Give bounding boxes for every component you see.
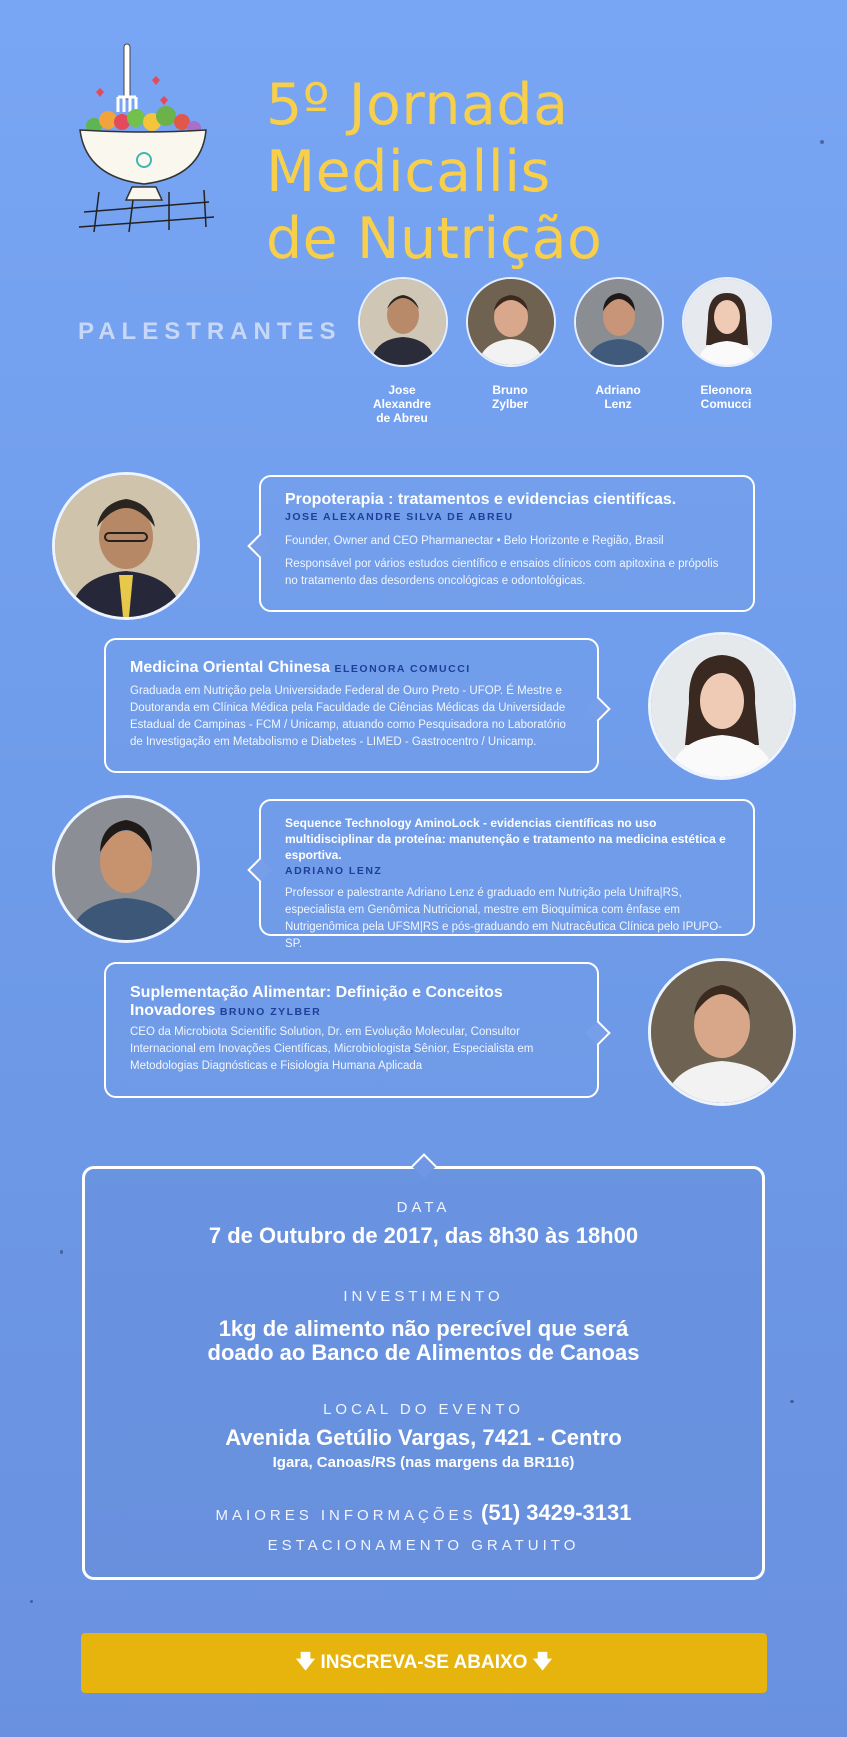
location-subtitle: Igara, Canoas/RS (nas margens da BR116) bbox=[272, 1454, 575, 1471]
speaker-bio: Graduada em Nutrição pela Universidade Federal de Ouro Preto - UFOP. É Mestre e Doutoranda em Clínica Médica pela Faculdade de Ciências Médicas da Universidade Estadual de Campinas - FCM / Unicamp, atuando como Pesquisadora no Laboratório de Investigação em Metabolismo e Diabetes - LIMED - Gastrocentro / Unicamp. bbox=[130, 685, 566, 748]
speaker-name: de Abreu bbox=[376, 411, 428, 425]
speaker-name: ELEONORA COMUCCI bbox=[334, 663, 471, 675]
event-info-box bbox=[82, 1166, 765, 1580]
title-line-1: 5º Jornada Medicallis bbox=[266, 72, 569, 205]
speaker-bio: Founder, Owner and CEO Pharmanectar • Belo Horizonte e Região, Brasil bbox=[285, 535, 664, 547]
parking-note: ESTACIONAMENTO GRATUITO bbox=[267, 1537, 580, 1554]
investment-value: 1kg de alimento não perecível que será bbox=[218, 1316, 629, 1341]
speaker-name: Comucci bbox=[700, 397, 752, 411]
speaker-thumb-bruno[interactable] bbox=[466, 277, 554, 411]
avatar bbox=[358, 277, 448, 367]
location-label: LOCAL DO EVENTO bbox=[323, 1401, 524, 1418]
speaker-name: Zylber bbox=[491, 397, 528, 411]
location-value: Avenida Getúlio Vargas, 7421 - Centro bbox=[225, 1425, 622, 1450]
talk-title: Propoterapia : tratamentos e evidencias cientifícas. bbox=[285, 491, 677, 508]
speaker-thumb-adriano[interactable] bbox=[574, 277, 662, 411]
talk-title: Medicina Oriental Chinesa bbox=[130, 659, 331, 676]
investment-label: INVESTIMENTO bbox=[343, 1288, 504, 1305]
speaker-photo-eleonora bbox=[648, 632, 796, 780]
speaker-name: Bruno bbox=[492, 383, 528, 397]
speaker-photo-bruno bbox=[648, 958, 796, 1106]
speaker-thumb-eleonora[interactable] bbox=[682, 277, 770, 411]
talk-card-4 bbox=[104, 962, 599, 1098]
avatar bbox=[574, 277, 664, 367]
talk-title: Suplementação Alimentar: Definição e Conceitos Inovadores bbox=[130, 984, 503, 1019]
avatar bbox=[682, 277, 772, 367]
speaker-bio: Professor e palestrante Adriano Lenz é graduado em Nutrição pela Unifra|RS, especialista em Genômica Nutricional, mestre em Bioquímica com ênfase em Nutrigenômica pela UFSM|RS e pós-graduando em Nutracêutica Clínica pelo IPUPO-SP. bbox=[285, 887, 722, 950]
talk-title: Sequence Technology AminoLock - evidencias científicas no uso multidisciplinar da proteína: manutenção e tratamento na medicina estética e esportiva. bbox=[285, 816, 726, 862]
talk-card-3 bbox=[259, 799, 755, 950]
speaker-bio: CEO da Microbiota Scientific Solution, Dr. em Evolução Molecular, Consultor Internacional em Inovações Científicas, Microbiologista Sênior, Especialista em Metodologias Diagnósticas e Fisiologia Humana Aplicada bbox=[130, 1026, 534, 1072]
investment-value: doado ao Banco de Alimentos de Canoas bbox=[207, 1340, 640, 1365]
title-line-2: de Nutrição bbox=[266, 206, 603, 272]
arrow-down-icon: 🡇 bbox=[532, 1652, 553, 1673]
speaker-name: JOSE ALEXANDRE SILVA DE ABREU bbox=[285, 511, 514, 523]
arrow-down-icon: 🡇 bbox=[295, 1652, 316, 1673]
speaker-name: ADRIANO LENZ bbox=[285, 865, 383, 877]
date-label: DATA bbox=[396, 1199, 451, 1216]
palestrantes-label: PALESTRANTES bbox=[78, 318, 342, 345]
more-info-label: MAIORES INFORMAÇÕES bbox=[215, 1507, 477, 1524]
talk-card-2 bbox=[104, 638, 599, 773]
speaker-bio: Responsável por vários estudos científico e ensaios clínicos com apitoxina e própolis no tratamento das desordens oncológicas e odontológicas. bbox=[285, 558, 719, 587]
signup-button[interactable] bbox=[81, 1633, 767, 1693]
signup-label: INSCREVA-SE ABAIXO bbox=[320, 1652, 528, 1673]
avatar bbox=[466, 277, 556, 367]
phone-number[interactable]: (51) 3429-3131 bbox=[481, 1500, 632, 1525]
speaker-thumb-jose[interactable] bbox=[358, 277, 446, 425]
speaker-name: Lenz bbox=[604, 397, 632, 411]
talk-card-1 bbox=[259, 475, 755, 612]
event-title bbox=[266, 72, 826, 273]
speaker-photo-jose bbox=[52, 472, 200, 620]
speaker-photo-adriano bbox=[52, 795, 200, 943]
speaker-name: Adriano bbox=[595, 383, 641, 397]
speaker-name: BRUNO ZYLBER bbox=[219, 1006, 322, 1018]
speaker-name: Eleonora bbox=[700, 383, 752, 397]
salad-bowl-illustration bbox=[74, 42, 224, 232]
speaker-name: Jose Alexandre bbox=[372, 383, 432, 411]
date-value: 7 de Outubro de 2017, das 8h30 às 18h00 bbox=[208, 1223, 639, 1248]
